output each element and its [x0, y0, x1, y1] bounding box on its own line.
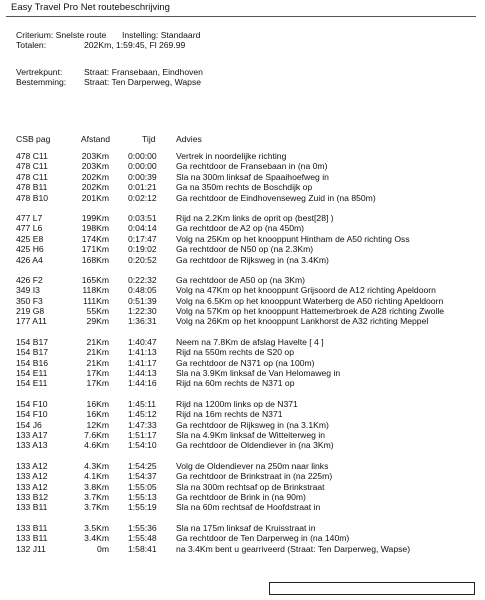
step-afstand: 21Km	[86, 347, 109, 358]
route-table-header	[0, 134, 485, 144]
step-csb-pag: 478 B10	[16, 192, 49, 203]
route-step	[0, 544, 485, 554]
step-tijd: 1:22:30	[128, 306, 157, 317]
route-step	[0, 296, 485, 306]
header-afstand: Afstand	[80, 134, 110, 144]
step-afstand: 174Km	[81, 233, 109, 244]
route-step	[0, 255, 485, 265]
step-advies: Ga rechtdoor de N50 op (na 2.3Km)	[176, 244, 314, 255]
step-tijd: 1:45:11	[128, 398, 157, 409]
step-afstand: 17Km	[86, 378, 109, 389]
step-tijd: 0:02:12	[128, 192, 157, 203]
step-afstand: 111Km	[83, 295, 109, 306]
route-step	[0, 378, 485, 388]
step-afstand: 21Km	[86, 336, 109, 347]
step-tijd: 1:41:13	[128, 347, 157, 358]
bestemming-value: Straat: Ten Darperweg, Wapse	[84, 77, 202, 87]
route-step-group	[0, 461, 485, 513]
route-step	[0, 306, 485, 316]
step-advies: Ga rechtdoor de N371 op (na 100m)	[176, 357, 315, 368]
route-step	[0, 440, 485, 450]
step-csb-pag: 133 B11	[16, 522, 48, 533]
route-step	[0, 213, 485, 223]
step-afstand: 3.4Km	[84, 533, 109, 544]
step-afstand: 4.6Km	[84, 440, 109, 451]
route-step-group	[0, 399, 485, 451]
route-step	[0, 358, 485, 368]
step-tijd: 0:20:52	[128, 254, 157, 265]
step-afstand: 168Km	[81, 254, 109, 265]
step-csb-pag: 133 A13	[16, 440, 48, 451]
step-advies: Ga rechtdoor de Ten Darperweg in (na 140m)	[176, 533, 350, 544]
step-tijd: 0:01:21	[128, 182, 157, 193]
step-csb-pag: 425 E8	[16, 233, 44, 244]
route-step	[0, 234, 485, 244]
route-step	[0, 285, 485, 295]
title-rule	[6, 16, 476, 17]
step-csb-pag: 477 L7	[16, 212, 43, 223]
step-afstand: 203Km	[81, 161, 109, 172]
step-csb-pag: 426 F2	[16, 274, 43, 285]
step-afstand: 17Km	[86, 368, 109, 379]
route-step	[0, 244, 485, 254]
step-tijd: 1:54:37	[128, 471, 157, 482]
step-afstand: 16Km	[86, 409, 109, 420]
step-advies: Sla na 4.9Km linksaf de Witteiterweg in	[176, 429, 326, 440]
route-step	[0, 193, 485, 203]
step-advies: Rijd na 1200m links op de N371	[176, 398, 298, 409]
step-advies: Rijd na 2.2Km links de oprit op (best[28] )	[176, 212, 334, 223]
step-afstand: 165Km	[81, 274, 109, 285]
step-advies: Volg na 6.5Km op het knooppunt Waterberg de A50 richting Apeldoorn	[176, 295, 444, 306]
step-tijd: 1:58:41	[128, 543, 157, 554]
step-tijd: 1:36:31	[128, 316, 157, 327]
arrival-highlight-box	[269, 582, 475, 595]
step-afstand: 118Km	[82, 285, 109, 296]
step-advies: Sla na 60m rechtsaf de Hoofdstraat in	[176, 502, 321, 513]
step-tijd: 1:45:12	[128, 409, 157, 420]
step-advies: Ga rechtdoor de Brink in (na 90m)	[176, 491, 306, 502]
step-csb-pag: 478 C11	[16, 151, 48, 161]
route-step	[0, 533, 485, 543]
step-afstand: 12Km	[86, 419, 109, 430]
step-advies: Volg na 57Km op het knooppunt Hattemerbroek de A28 richting Zwolle	[176, 306, 445, 317]
step-tijd: 1:55:36	[128, 522, 157, 533]
step-csb-pag: 133 B11	[16, 502, 48, 513]
step-csb-pag: 177 A11	[16, 316, 47, 327]
step-advies: Ga rechtdoor de Eindhovenseweg Zuid in (na 850m)	[176, 192, 376, 203]
step-afstand: 202Km	[81, 182, 109, 193]
step-tijd: 0:22:32	[128, 274, 157, 285]
route-step	[0, 399, 485, 409]
step-tijd: 1:44:16	[128, 378, 157, 389]
step-advies: Ga rechtdoor de Fransebaan in (na 0m)	[176, 161, 328, 172]
step-csb-pag: 132 J11	[16, 543, 46, 554]
step-advies: Volg de Oldendiever na 250m naar links	[176, 460, 329, 471]
step-afstand: 3.7Km	[84, 502, 109, 513]
step-tijd: 0:19:02	[128, 244, 157, 255]
step-advies: Vertrek in noordelijke richting	[176, 151, 287, 161]
step-advies: Ga rechtdoor de Oldendiever in (na 3Km)	[176, 440, 334, 451]
step-csb-pag: 350 F3	[16, 295, 43, 306]
step-afstand: 3.8Km	[84, 481, 109, 492]
header-advies: Advies	[176, 134, 202, 144]
step-tijd: 1:55:19	[128, 502, 157, 513]
route-step	[0, 161, 485, 171]
route-step	[0, 182, 485, 192]
criterium-label: Criterium: Snelste route	[16, 30, 107, 40]
route-step	[0, 430, 485, 440]
step-tijd: 0:51:39	[128, 295, 157, 306]
route-step	[0, 347, 485, 357]
step-tijd: 1:55:05	[128, 481, 157, 492]
step-tijd: 1:54:10	[128, 440, 157, 451]
route-step	[0, 461, 485, 471]
step-tijd: 0:00:00	[128, 151, 157, 161]
route-step	[0, 172, 485, 182]
step-csb-pag: 154 B16	[16, 357, 49, 368]
step-csb-pag: 154 B17	[16, 347, 49, 358]
route-step	[0, 523, 485, 533]
step-advies: Ga rechtdoor de Rijksweg in (na 3.4Km)	[176, 254, 329, 265]
step-csb-pag: 426 A4	[16, 254, 43, 265]
bestemming-label: Bestemming:	[16, 77, 67, 87]
step-tijd: 1:55:48	[128, 533, 157, 544]
step-advies: Sla na 3.9Km linksaf de Van Helomaweg in	[176, 368, 341, 379]
route-step	[0, 482, 485, 492]
step-afstand: 201Km	[81, 192, 109, 203]
step-afstand: 55Km	[86, 306, 109, 317]
step-csb-pag: 133 B12	[16, 491, 49, 502]
step-afstand: 3.5Km	[84, 522, 109, 533]
step-csb-pag: 425 H6	[16, 244, 44, 255]
route-step-group	[0, 523, 485, 554]
route-step	[0, 502, 485, 512]
route-step-group	[0, 337, 485, 389]
step-advies: Rijd na 550m rechts de S20 op	[176, 347, 294, 358]
route-step	[0, 471, 485, 481]
step-afstand: 203Km	[81, 151, 109, 161]
route-step	[0, 492, 485, 502]
step-advies: Rijd na 16m rechts de N371	[176, 409, 283, 420]
step-advies: Volg na 25Km op het knooppunt Hintham de A50 richting Oss	[176, 233, 410, 244]
step-tijd: 0:04:14	[128, 223, 157, 234]
route-steps	[0, 151, 485, 564]
step-advies: Sla na 300m rechtsaf op de Brinkstraat	[176, 481, 325, 492]
step-afstand: 198Km	[81, 223, 109, 234]
route-step	[0, 316, 485, 326]
step-advies: Ga na 350m rechts de Boschdijk op	[176, 182, 313, 193]
step-afstand: 202Km	[81, 171, 109, 182]
document-title: Easy Travel Pro Net routebeschrijving	[11, 2, 170, 13]
step-advies: Volg na 26Km op het knooppunt Lankhorst de A32 richting Meppel	[176, 316, 429, 327]
route-step	[0, 275, 485, 285]
step-advies: Ga rechtdoor de A2 op (na 450m)	[176, 223, 305, 234]
header-csb-pag: CSB pag	[16, 134, 51, 144]
step-tijd: 0:17:47	[128, 233, 157, 244]
step-tijd: 1:54:25	[128, 460, 157, 471]
step-afstand: 21Km	[86, 357, 109, 368]
step-tijd: 0:48:05	[128, 285, 157, 296]
route-step-group	[0, 275, 485, 327]
step-afstand: 0m	[97, 543, 109, 554]
header-tijd: Tijd	[142, 134, 156, 144]
vertrekpunt-value: Straat: Fransebaan, Eindhoven	[84, 67, 203, 77]
instelling-label: Instelling: Standaard	[122, 30, 201, 40]
step-tijd: 0:00:39	[128, 171, 157, 182]
step-csb-pag: 154 J6	[16, 419, 42, 430]
step-csb-pag: 478 C11	[16, 171, 48, 182]
step-csb-pag: 477 L6	[16, 223, 43, 234]
step-advies: Sla na 300m linksaf de Spaaihoefweg in	[176, 171, 329, 182]
route-step-group	[0, 151, 485, 203]
step-advies: Volg na 47Km op het knooppunt Grijsoord de A12 richting Apeldoorn	[176, 285, 436, 296]
route-step	[0, 409, 485, 419]
step-tijd: 0:00:00	[128, 161, 157, 172]
step-advies: Rijd na 60m rechts de N371 op	[176, 378, 295, 389]
step-tijd: 1:55:13	[128, 491, 157, 502]
totalen-label: Totalen:	[16, 40, 47, 50]
step-csb-pag: 154 E11	[16, 378, 48, 389]
route-step	[0, 151, 485, 161]
step-advies: Ga rechtdoor de A50 op (na 3Km)	[176, 274, 305, 285]
route-step	[0, 223, 485, 233]
step-afstand: 3.7Km	[84, 491, 109, 502]
totalen-value: 202Km, 1:59:45, Fl 269.99	[84, 40, 186, 50]
step-tijd: 1:40:47	[128, 336, 157, 347]
step-afstand: 199Km	[81, 212, 109, 223]
route-step	[0, 368, 485, 378]
step-csb-pag: 478 C11	[16, 161, 48, 172]
step-advies: Sla na 175m linksaf de Kruisstraat in	[176, 522, 316, 533]
route-step	[0, 420, 485, 430]
step-afstand: 4.1Km	[84, 471, 109, 482]
step-csb-pag: 154 F10	[16, 398, 48, 409]
step-advies: Neem na 7.8Km de afslag Havelte [ 4 ]	[176, 336, 324, 347]
step-csb-pag: 154 E11	[16, 368, 48, 379]
step-csb-pag: 133 B11	[16, 533, 48, 544]
step-csb-pag: 133 A12	[16, 471, 48, 482]
vertrekpunt-label: Vertrekpunt:	[16, 67, 63, 77]
step-advies: Ga rechtdoor de Rijksweg in (na 3.1Km)	[176, 419, 329, 430]
step-csb-pag: 133 A17	[16, 429, 48, 440]
step-csb-pag: 219 G8	[16, 306, 45, 317]
step-csb-pag: 478 B11	[16, 182, 48, 193]
route-step-group	[0, 213, 485, 265]
step-advies: Ga rechtdoor de Brinkstraat in (na 225m)	[176, 471, 333, 482]
step-tijd: 1:44:13	[128, 368, 157, 379]
step-afstand: 7.6Km	[84, 429, 109, 440]
step-csb-pag: 154 B17	[16, 336, 49, 347]
step-csb-pag: 133 A12	[16, 460, 48, 471]
step-tijd: 0:03:51	[128, 212, 157, 223]
step-tijd: 1:41:17	[128, 357, 157, 368]
step-csb-pag: 154 F10	[16, 409, 48, 420]
step-afstand: 4.3Km	[84, 460, 109, 471]
step-csb-pag: 349 I3	[16, 285, 40, 296]
step-tijd: 1:51:17	[128, 429, 157, 440]
step-advies: na 3.4Km bent u gearriveerd (Straat: Ten Darperweg, Wapse)	[176, 543, 411, 554]
step-tijd: 1:47:33	[128, 419, 157, 430]
step-afstand: 171Km	[81, 244, 109, 255]
route-step	[0, 337, 485, 347]
step-csb-pag: 133 A12	[16, 481, 48, 492]
step-afstand: 29Km	[86, 316, 109, 327]
step-afstand: 16Km	[86, 398, 109, 409]
